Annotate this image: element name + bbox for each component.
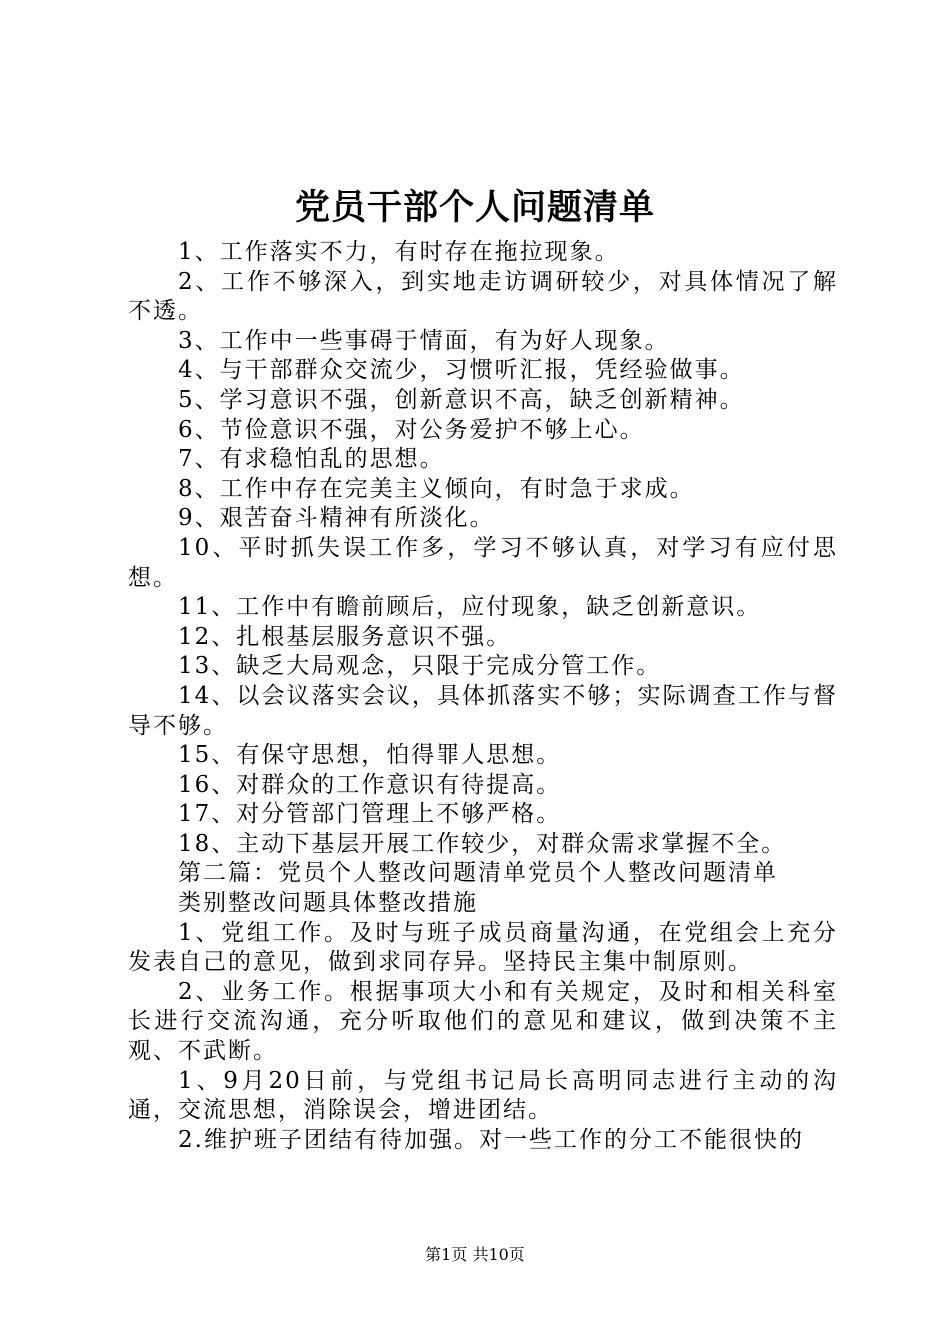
paragraph-10: 10、平时抓失误工作多，学习不够认真，对学习有应付思想。 [128,534,838,591]
paragraph-4: 4、与干部群众交流少，习惯听汇报，凭经验做事。 [178,357,745,384]
paragraph-15: 15、有保守思想，怕得罪人思想。 [178,742,562,769]
paragraph-18: 18、主动下基层开展工作较少，对群众需求掌握不全。 [178,830,787,857]
paragraph-12: 12、扎根基层服务意识不强。 [178,623,512,650]
paragraph-14: 14、以会议落实会议，具体抓落实不够；实际调查工作与督导不够。 [128,682,838,739]
paragraph-2: 2、工作不够深入，到实地走访调研较少，对具体情况了解不透。 [128,268,838,325]
paragraph-8: 8、工作中存在完美主义倾向，有时急于求成。 [178,475,695,502]
measure-paragraph-3: 1、9月20日前，与党组书记局长高明同志进行主动的沟通，交流思想，消除误会，增进团结。 [128,1067,838,1124]
paragraph-11: 11、工作中有瞻前顾后，应付现象，缺乏创新意识。 [178,594,762,621]
category-heading: 类别整改问题具体整改措施 [178,890,478,917]
paragraph-1: 1、工作落实不力，有时存在拖拉现象。 [178,239,620,265]
measure-paragraph-4: 2.维护班子团结有待加强。对一些工作的分工不能很快的 [178,1126,804,1153]
paragraph-6: 6、节俭意识不强，对公务爱护不够上心。 [178,416,645,443]
measure-paragraph-1: 1、党组工作。及时与班子成员商量沟通，在党组会上充分发表自己的意见，做到求同存异。坚持民主集中制原则。 [128,919,838,976]
paragraph-5: 5、学习意识不强，创新意识不高，缺乏创新精神。 [178,386,745,413]
section-heading: 第二篇：党员个人整改问题清单党员个人整改问题清单 [178,860,778,887]
paragraph-13: 13、缺乏大局观念，只限于完成分管工作。 [178,653,662,680]
paragraph-17: 17、对分管部门管理上不够严格。 [178,801,562,828]
document-body [128,238,838,1155]
paragraph-3: 3、工作中一些事碍于情面，有为好人现象。 [178,327,670,354]
page-number-footer: 第1页 共10页 [425,1245,525,1264]
paragraph-7: 7、有求稳怕乱的思想。 [178,446,445,473]
paragraph-9: 9、艰苦奋斗精神有所淡化。 [178,505,495,532]
paragraph-16: 16、对群众的工作意识有待提高。 [178,771,562,798]
document-title: 党员干部个人问题清单 [294,187,655,228]
measure-paragraph-2: 2、业务工作。根据事项大小和有关规定，及时和相关科室长进行交流沟通，充分听取他们的意见和建议，做到决策不主观、不武断。 [128,978,838,1065]
